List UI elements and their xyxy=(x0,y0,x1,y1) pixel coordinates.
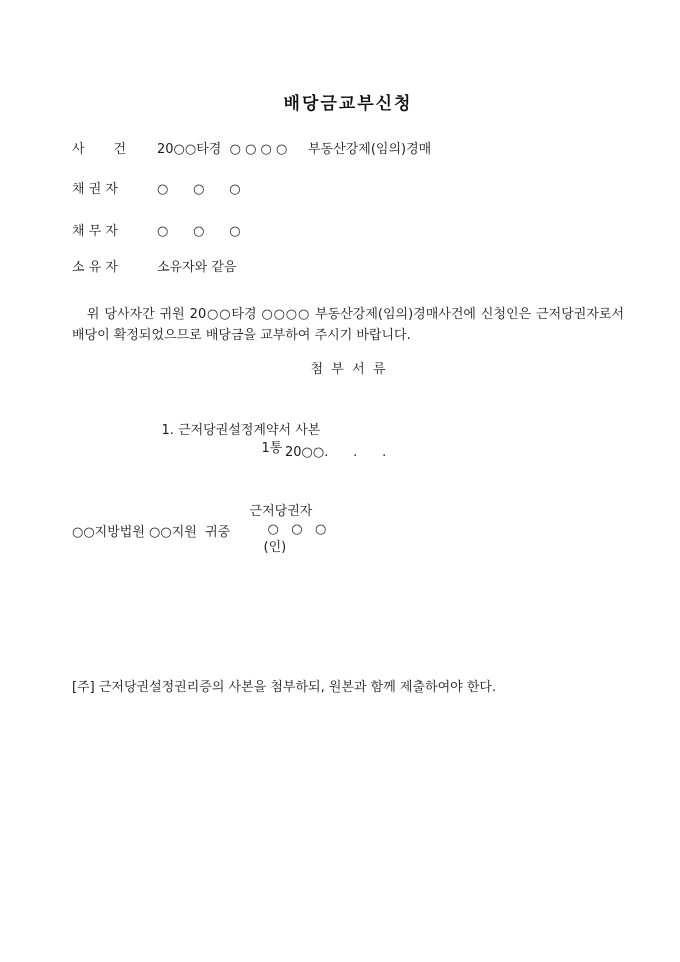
field-creditor xyxy=(72,181,624,199)
field-owner-value: 소유자와 같음 xyxy=(157,260,237,275)
signer-name: ○ ○ ○ xyxy=(267,522,327,537)
field-creditor-value: ○ ○ ○ xyxy=(157,182,241,197)
court-line: ○○지방법원 ○○지원 귀중 xyxy=(72,525,231,540)
field-debtor xyxy=(72,223,624,241)
field-case-value: 20○○타경 ○ ○ ○ ○ 부동산강제(임의)경매 xyxy=(157,142,432,157)
body-paragraph: 위 당사자간 귀원 20○○타경 ○○○○ 부동산강제(임의)경매사건에 신청인은 근저당권자로서 배당이 확정되었으므로 배당금을 교부하여 주시기 바랍니다. xyxy=(72,307,629,343)
footnote: [주] 근저당권설정권리증의 사본을 첨부하되, 원본과 함께 제출하여야 한다. xyxy=(72,680,497,695)
field-case xyxy=(72,141,624,159)
signer-seal: (인) xyxy=(263,540,287,555)
field-owner xyxy=(72,259,624,277)
document-title: 배당금교부신청 xyxy=(283,94,413,114)
field-debtor-value: ○ ○ ○ xyxy=(157,224,241,239)
field-owner-label: 소 유 자 xyxy=(72,260,118,275)
attachment-item-text: 1. 근저당권설정계약서 사본 xyxy=(161,423,321,438)
date-line: 20○○. . . xyxy=(285,445,387,460)
attachment-item-count: 1통 xyxy=(261,441,283,456)
field-creditor-label: 채 권 자 xyxy=(72,182,118,197)
field-case-label: 사 건 xyxy=(72,142,127,157)
attachments-heading: 첨 부 서 류 xyxy=(310,362,386,377)
signer-role: 근저당권자 xyxy=(249,504,313,519)
field-debtor-label: 채 무 자 xyxy=(72,224,118,239)
